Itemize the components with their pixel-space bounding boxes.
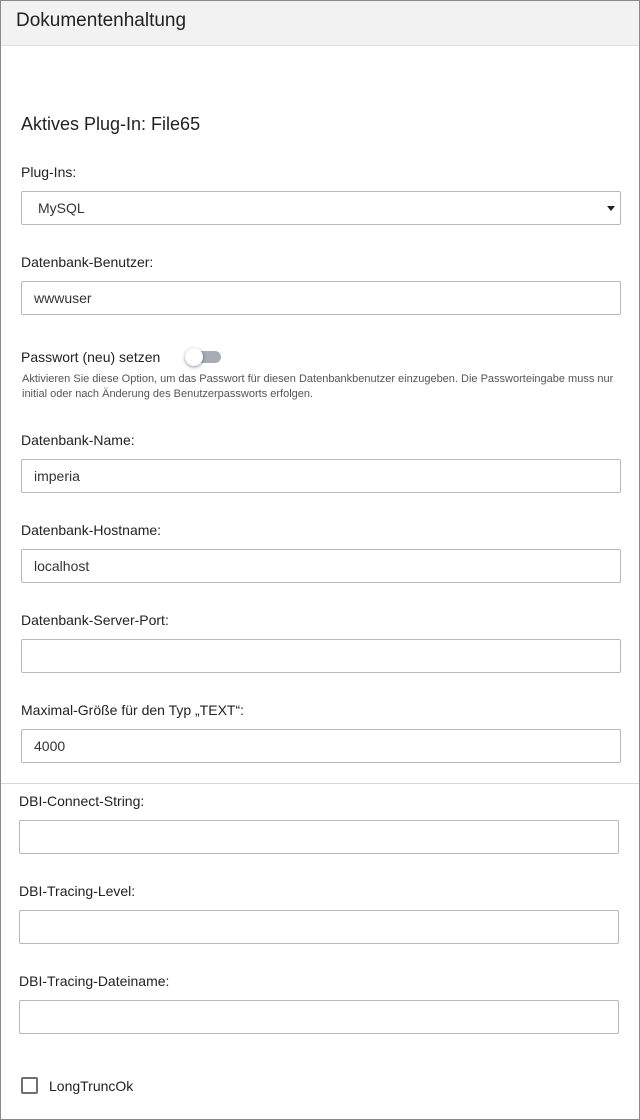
- db-name-label: Datenbank-Name:: [21, 432, 135, 448]
- dbi-trace-file-label: DBI-Tracing-Dateiname:: [19, 973, 170, 989]
- dbi-trace-file-input[interactable]: [19, 1000, 619, 1034]
- db-name-input[interactable]: imperia: [21, 459, 621, 493]
- db-port-label: Datenbank-Server-Port:: [21, 612, 169, 628]
- db-user-input[interactable]: wwwuser: [21, 281, 621, 315]
- password-toggle-label: Passwort (neu) setzen: [21, 349, 161, 365]
- section-divider: [1, 783, 639, 784]
- long-trunc-checkbox[interactable]: [21, 1077, 38, 1094]
- page-title: Dokumentenhaltung: [16, 10, 187, 31]
- plugins-select[interactable]: [21, 191, 621, 225]
- dbi-trace-level-label: DBI-Tracing-Level:: [19, 883, 136, 899]
- long-trunc-label: LongTruncOk: [49, 1078, 134, 1094]
- db-host-label: Datenbank-Hostname:: [21, 522, 162, 538]
- toggle-knob: [185, 348, 203, 366]
- page-header: [1, 1, 639, 46]
- db-user-label: Datenbank-Benutzer:: [21, 254, 154, 270]
- text-max-label: Maximal-Größe für den Typ „TEXT“:: [21, 702, 245, 718]
- db-port-input[interactable]: [21, 639, 621, 673]
- dbi-connect-input[interactable]: [19, 820, 619, 854]
- password-toggle[interactable]: [185, 348, 221, 366]
- text-max-input[interactable]: 4000: [21, 729, 621, 763]
- db-host-input[interactable]: localhost: [21, 549, 621, 583]
- plugins-select-value: MySQL: [38, 200, 85, 216]
- dbi-trace-level-input[interactable]: [19, 910, 619, 944]
- password-help-text: Aktivieren Sie diese Option, um das Passwort für diesen Datenbankbenutzer einzugeben. Die Passworteingabe muss nur initial oder nach Änderung des Benutzerpassworts erfolgen.: [22, 373, 614, 400]
- caret-down-icon: [607, 206, 615, 211]
- active-plugin-heading: Aktives Plug-In: File65: [21, 114, 201, 134]
- dbi-connect-label: DBI-Connect-String:: [19, 793, 145, 809]
- plugins-label: Plug-Ins:: [21, 164, 77, 180]
